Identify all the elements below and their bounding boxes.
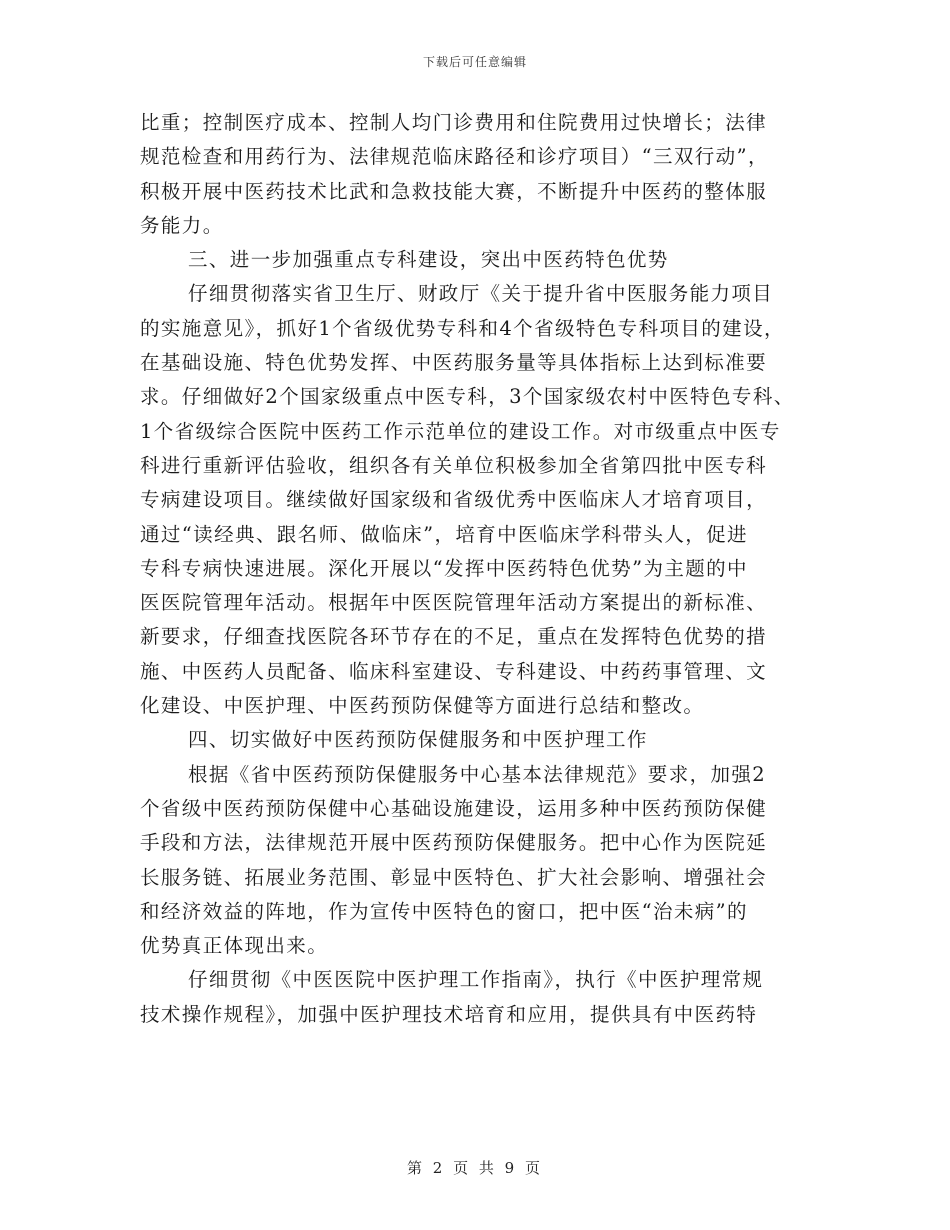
page-number: 第 2 页 共 9 页 xyxy=(407,1159,543,1177)
text-line: 技术操作规程》，加强中医护理技术培育和应用，提供具有中医药特 xyxy=(140,1002,758,1026)
text-line: 四、切实做好中医药预防保健服务和中医护理工作 xyxy=(188,728,648,752)
text-line: 医医院管理年活动。根据年中医医院管理年活动方案提出的新标准、 xyxy=(140,591,768,615)
text-line: 1个省级综合医院中医药工作示范单位的建设工作。对市级重点中医专 xyxy=(140,419,781,443)
text-line: 的实施意见》，抓好1个省级优势专科和4个省级特色专科项目的建设， xyxy=(140,316,785,340)
text-line: 三、进一步加强重点专科建设，突出中医药特色优势 xyxy=(188,248,669,272)
text-line: 比重；控制医疗成本、控制人均门诊费用和住院费用过快增长；法律 xyxy=(140,111,768,134)
text-line: 化建设、中医护理、中医药预防保健等方面进行总结和整改。 xyxy=(140,694,705,718)
text-line: 和经济效益的阵地，作为宣传中医特色的窗口，把中医“治未病”的 xyxy=(140,899,748,923)
text-line: 仔细贯彻落实省卫生厅、财政厅《关于提升省中医服务能力项目 xyxy=(188,282,774,306)
text-line: 优势真正体现出来。 xyxy=(140,934,329,958)
text-line: 科进行重新评估验收，组织各有关单位积极参加全省第四批中医专科 xyxy=(140,453,768,477)
text-line: 施、中医药人员配备、临床科室建设、专科建设、中药药事管理、文 xyxy=(140,659,768,683)
text-line: 求。仔细做好2个国家级重点中医专科，3个国家级农村中医特色专科、 xyxy=(140,385,795,409)
text-line: 务能力。 xyxy=(140,213,224,237)
page-header: 下载后可任意编辑 xyxy=(422,55,527,69)
document-body xyxy=(140,106,820,1032)
text-line: 新要求，仔细查找医院各环节存在的不足，重点在发挥特色优势的措 xyxy=(140,625,768,649)
text-line: 规范检查和用药行为、法律规范临床路径和诊疗项目）“三双行动”， xyxy=(140,145,769,169)
text-line: 手段和方法，法律规范开展中医药预防保健服务。把中心作为医院延 xyxy=(140,831,768,855)
text-line: 通过“读经典、跟名师、做临床”，培育中医临床学科带头人，促进 xyxy=(140,522,748,546)
text-line: 根据《省中医药预防保健服务中心基本法律规范》要求，加强2 xyxy=(188,762,767,786)
text-line: 在基础设施、特色优势发挥、中医药服务量等具体指标上达到标准要 xyxy=(140,351,768,375)
text-line: 专科专病快速进展。深化开展以“发挥中医药特色优势”为主题的中 xyxy=(140,556,748,580)
text-line: 个省级中医药预防保健中心基础设施建设，运用多种中医药预防保健 xyxy=(140,796,768,820)
text-line: 积极开展中医药技术比武和急救技能大赛，不断提升中医药的整体服 xyxy=(140,179,768,203)
text-line: 长服务链、拓展业务范围、彰显中医特色、扩大社会影响、增强社会 xyxy=(140,865,768,889)
text-line: 仔细贯彻《中医医院中医护理工作指南》，执行《中医护理常规 xyxy=(188,968,764,992)
text-line: 专病建设项目。继续做好国家级和省级优秀中医临床人才培育项目， xyxy=(140,488,768,512)
